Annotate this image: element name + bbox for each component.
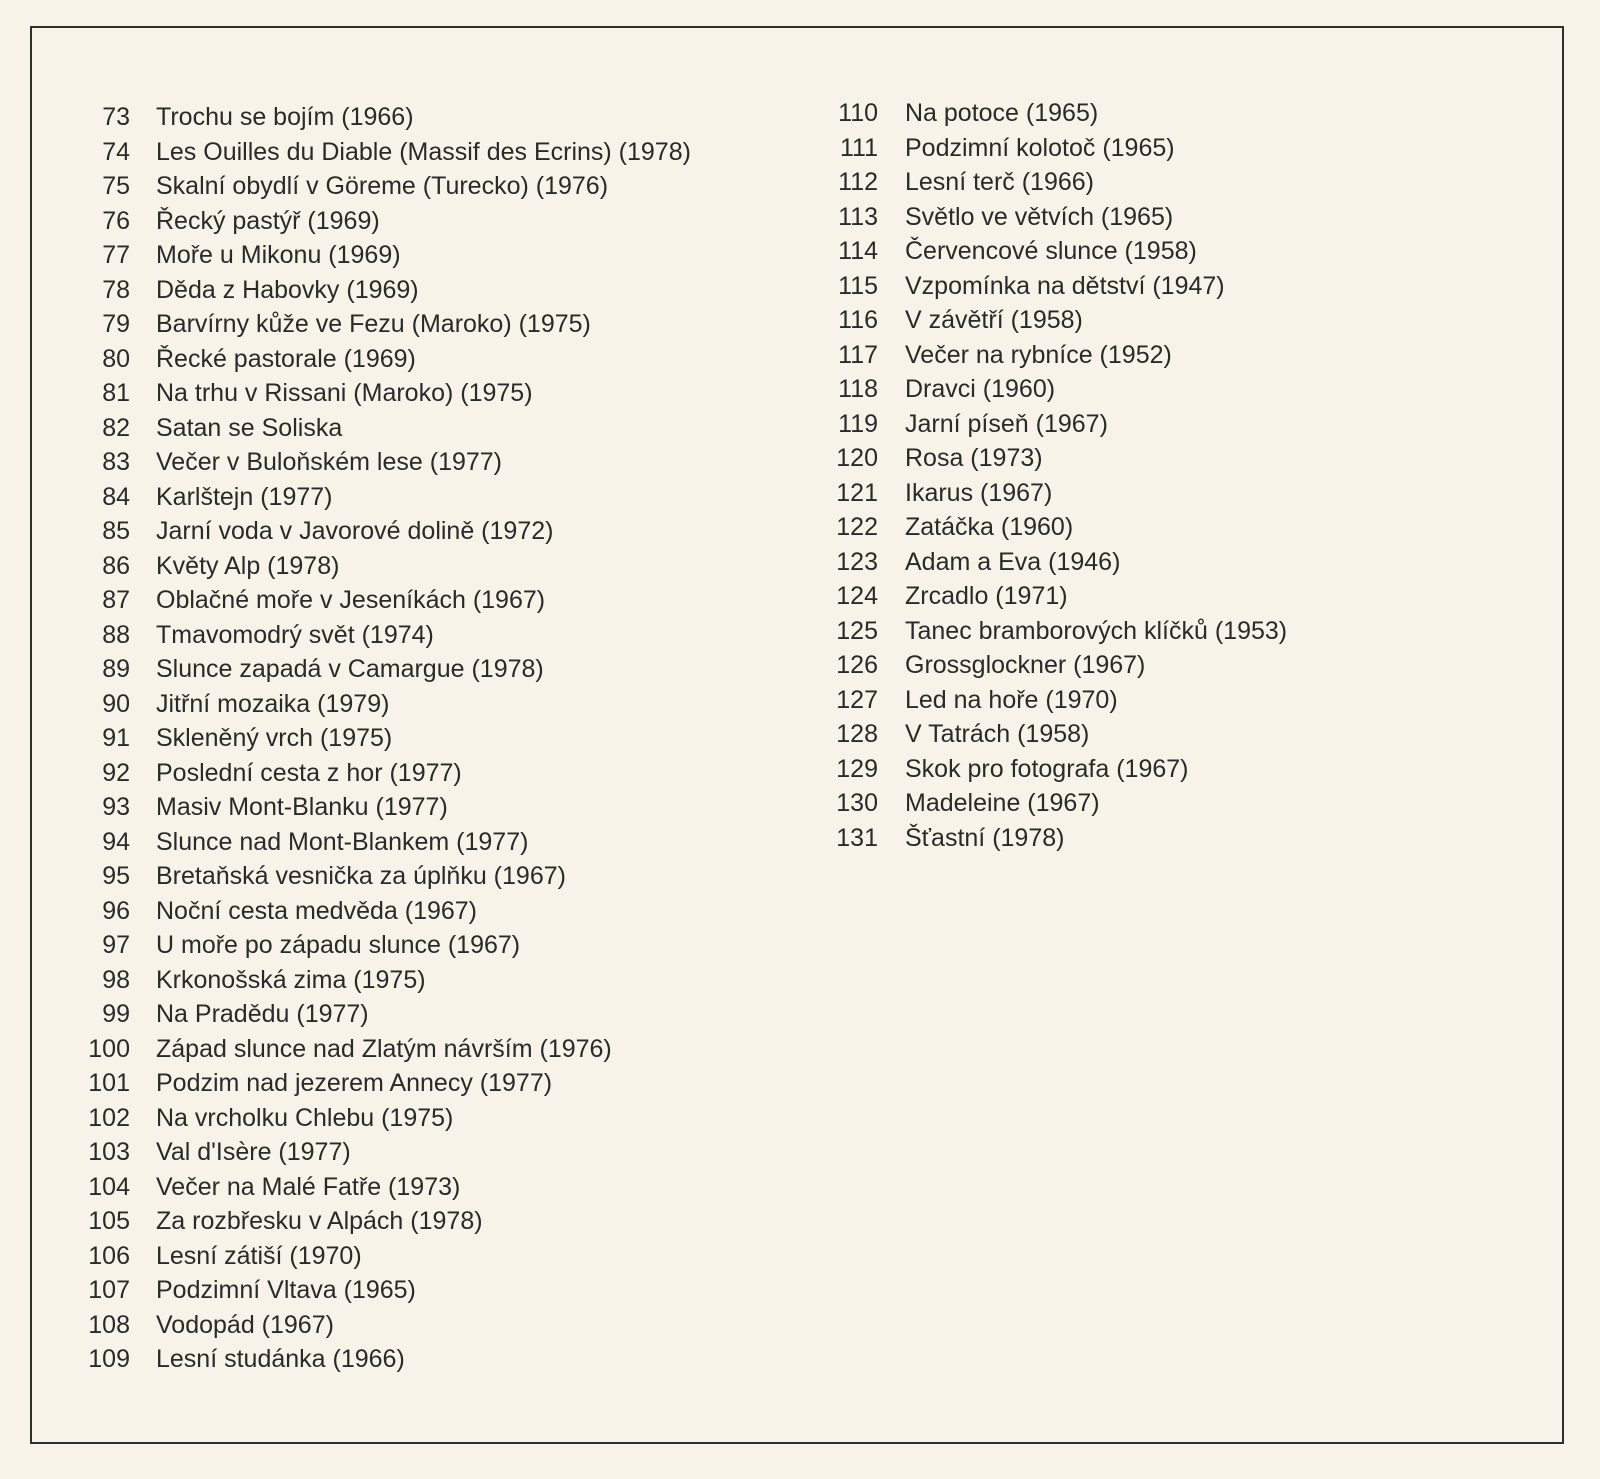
item-title: Řecký pastýř (1969) [156,206,380,235]
list-item [822,234,1287,269]
list-item [52,100,691,135]
item-number: 78 [102,275,130,304]
item-number: 88 [102,620,130,649]
item-number: 97 [102,931,130,959]
list-item [52,928,691,963]
item-title: Šťastní (1978) [905,823,1065,852]
item-title: Vzpomínka na dětství (1947) [905,271,1225,300]
right-column-list [822,96,1287,855]
list-item [52,445,691,480]
item-number: 91 [102,724,130,752]
item-title: Jarní píseň (1967) [905,409,1108,438]
item-number: 92 [102,758,130,787]
item-title: Západ slunce nad Zlatým návrším (1976) [156,1034,612,1063]
item-title: Na trhu v Rissani (Maroko) (1975) [156,379,533,407]
item-title: Podzim nad jezerem Annecy (1977) [156,1069,553,1097]
item-title: Večer na Malé Fatře (1973) [156,1172,461,1201]
list-item [52,963,691,998]
item-title: Ikarus (1967) [905,478,1053,507]
list-item [52,342,691,377]
item-number: 76 [102,206,130,235]
list-item [52,307,691,342]
list-item [822,269,1287,304]
item-title: Lesní terč (1966) [905,168,1094,196]
item-title: V závětří (1958) [905,306,1083,334]
left-column-list [52,100,691,1377]
list-item [822,441,1287,476]
item-title: Masiv Mont-Blanku (1977) [156,793,448,821]
list-item [52,549,691,584]
item-number: 75 [102,172,130,200]
list-item [822,303,1287,338]
list-item [52,618,691,653]
item-number: 96 [102,896,130,925]
item-number: 112 [838,168,878,196]
item-number: 99 [102,1000,130,1028]
item-title: Moře u Mikonu (1969) [156,241,401,269]
item-title: Večer na rybníce (1952) [905,340,1172,369]
item-number: 108 [88,1310,130,1339]
item-number: 83 [102,448,130,476]
item-number: 131 [836,823,878,852]
item-title: Grossglockner (1967) [905,651,1146,679]
item-title: Les Ouilles du Diable (Massif des Ecrins) (1978) [156,137,691,166]
list-item [822,683,1287,718]
item-number: 101 [88,1069,130,1097]
item-number: 82 [102,413,130,442]
list-item [822,200,1287,235]
item-title: Bretaňská vesnička za úplňku (1967) [156,862,566,890]
item-title: Večer v Buloňském lese (1977) [156,448,503,476]
item-number: 100 [88,1034,130,1063]
list-item [822,131,1287,166]
item-title: Lesní zátiší (1970) [156,1241,362,1270]
item-number: 84 [102,482,130,511]
list-item [822,165,1287,200]
item-title: Slunce nad Mont-Blankem (1977) [156,827,529,856]
item-number: 89 [102,655,130,683]
item-title: Led na hoře (1970) [905,685,1118,714]
item-number: 119 [838,409,878,438]
item-title: Noční cesta medvěda (1967) [156,896,478,925]
item-number: 118 [838,375,878,403]
item-number: 129 [836,754,878,783]
list-item [52,480,691,515]
item-title: Satan se Soliska [156,413,343,442]
item-title: Děda z Habovky (1969) [156,275,419,304]
item-number: 94 [102,827,130,856]
item-number: 95 [102,862,130,890]
item-title: Skok pro fotografa (1967) [905,754,1189,783]
item-title: Na Pradědu (1977) [156,1000,369,1028]
page-frame [30,26,1564,1444]
item-number: 122 [836,513,878,541]
list-item [52,1342,691,1377]
item-title: Rosa (1973) [905,444,1043,472]
list-item [52,894,691,929]
list-item [52,135,691,170]
list-item [52,411,691,446]
list-item [52,1066,691,1101]
item-title: Květy Alp (1978) [156,551,340,580]
item-number: 105 [88,1207,130,1235]
item-number: 103 [88,1138,130,1166]
item-title: Jitřní mozaika (1979) [156,689,390,718]
list-item [822,96,1287,131]
list-item [52,997,691,1032]
list-item [52,273,691,308]
item-number: 102 [88,1103,130,1132]
item-number: 79 [102,310,130,338]
item-number: 80 [102,344,130,373]
item-title: Podzimní kolotoč (1965) [905,133,1175,162]
list-item [822,786,1287,821]
item-title: Skalní obydlí v Göreme (Turecko) (1976) [156,172,609,200]
item-number: 128 [836,720,878,748]
item-title: Červencové slunce (1958) [905,237,1197,265]
list-item [52,1204,691,1239]
item-title: Na potoce (1965) [905,99,1099,127]
item-title: Zatáčka (1960) [905,513,1074,541]
list-item [52,1170,691,1205]
item-title: Tanec bramborových klíčků (1953) [905,616,1288,645]
list-item [52,1273,691,1308]
item-title: Na vrcholku Chlebu (1975) [156,1103,454,1132]
item-title: U moře po západu slunce (1967) [156,931,521,959]
item-title: V Tatrách (1958) [905,720,1090,748]
list-item [52,1239,691,1274]
item-title: Val d'Isère (1977) [156,1138,351,1166]
list-item [52,687,691,722]
list-item [822,614,1287,649]
list-item [822,407,1287,442]
list-item [822,579,1287,614]
item-title: Poslední cesta z hor (1977) [156,758,462,787]
item-number: 85 [102,517,130,545]
list-item [52,376,691,411]
item-number: 127 [836,685,878,714]
list-item [52,514,691,549]
item-title: Krkonošská zima (1975) [156,965,426,994]
item-title: Dravci (1960) [905,375,1056,403]
item-number: 106 [88,1241,130,1270]
list-item [822,476,1287,511]
item-number: 93 [102,793,130,821]
item-number: 86 [102,551,130,580]
list-item [52,721,691,756]
item-number: 77 [102,241,130,269]
list-item [52,825,691,860]
item-title: Tmavomodrý svět (1974) [156,620,434,649]
item-number: 130 [836,789,878,817]
list-item [822,648,1287,683]
item-number: 107 [88,1276,130,1304]
list-item [52,1308,691,1343]
item-number: 123 [836,547,878,576]
item-number: 126 [836,651,878,679]
item-title: Skleněný vrch (1975) [156,724,393,752]
item-title: Světlo ve větvích (1965) [905,202,1174,231]
item-number: 98 [102,965,130,994]
item-number: 120 [836,444,878,472]
list-item [822,545,1287,580]
item-title: Karlštejn (1977) [156,482,333,511]
item-title: Slunce zapadá v Camargue (1978) [156,655,544,683]
list-item [52,1101,691,1136]
list-item [822,338,1287,373]
item-title: Trochu se bojím (1966) [156,103,414,131]
item-title: Madeleine (1967) [905,789,1100,817]
list-item [52,583,691,618]
item-number: 109 [88,1345,130,1373]
list-item [52,790,691,825]
item-title: Řecké pastorale (1969) [156,344,416,373]
item-number: 111 [839,133,878,162]
list-item [52,169,691,204]
item-number: 87 [102,586,130,614]
list-item [52,652,691,687]
item-number: 73 [102,103,130,131]
item-title: Adam a Eva (1946) [905,547,1121,576]
item-number: 81 [102,379,130,407]
list-item [52,204,691,239]
item-title: Oblačné moře v Jeseníkách (1967) [156,586,546,614]
list-item [822,821,1287,856]
item-number: 113 [838,202,878,231]
list-item [822,717,1287,752]
item-title: Za rozbřesku v Alpách (1978) [156,1207,483,1235]
list-item [822,752,1287,787]
list-item [52,1135,691,1170]
list-item [52,238,691,273]
item-title: Vodopád (1967) [156,1310,334,1339]
list-item [822,372,1287,407]
item-number: 115 [838,271,878,300]
item-number: 114 [838,237,878,265]
list-item [822,510,1287,545]
item-number: 74 [102,137,130,166]
list-item [52,756,691,791]
list-item [52,859,691,894]
item-number: 104 [88,1172,130,1201]
item-number: 121 [836,478,878,507]
item-number: 117 [838,340,878,369]
item-number: 124 [836,582,878,610]
item-title: Lesní studánka (1966) [156,1345,405,1373]
item-number: 110 [838,99,878,127]
item-title: Barvírny kůže ve Fezu (Maroko) (1975) [156,310,591,338]
item-number: 90 [102,689,130,718]
item-title: Podzimní Vltava (1965) [156,1276,416,1304]
item-title: Jarní voda v Javorové dolině (1972) [156,517,554,545]
item-number: 125 [836,616,878,645]
item-number: 116 [838,306,878,334]
list-item [52,1032,691,1067]
item-title: Zrcadlo (1971) [905,582,1068,610]
